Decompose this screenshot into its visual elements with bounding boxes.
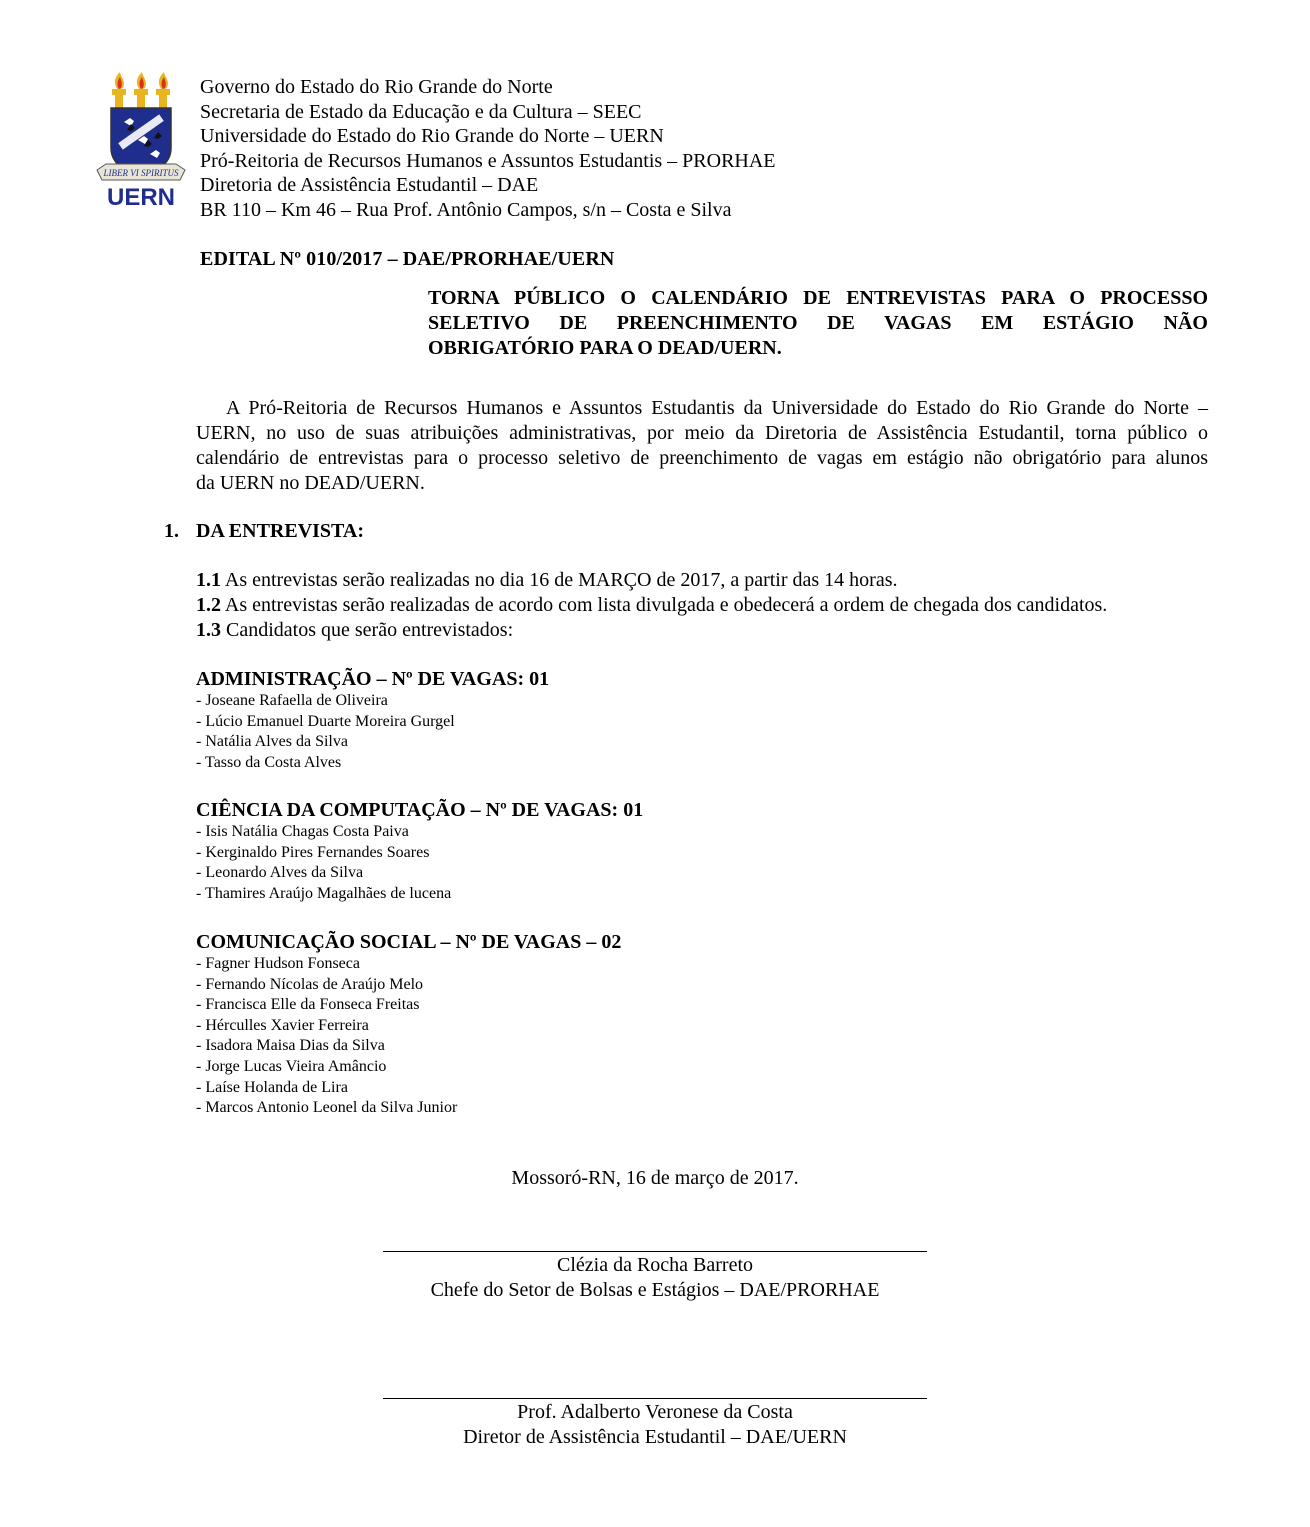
section-heading [164,520,364,543]
header-line-prorectorate: Pró-Reitoria de Recursos Humanos e Assuntos Estudantis – PRORHAE [200,149,776,172]
signatory-name: Clézia da Rocha Barreto [556,1254,754,1276]
header-line-government: Governo do Estado do Rio Grande do Norte [200,76,553,98]
candidate-item: - Leonardo Alves da Silva [196,864,364,882]
item-number: 1.2 [196,594,221,616]
candidate-item: - Isis Natália Chagas Costa Paiva [196,823,409,840]
intro-line: UERN, no uso de suas atribuições administrativas, por meio da Diretoria de Assistência Estudantil, torna público o [196,422,1208,444]
item-text: Candidatos que serão entrevistados: [221,619,514,641]
torch-right [156,72,170,109]
logo-motto: LIBER VI SPIRITUS [103,168,179,178]
place-date [0,1167,1310,1190]
candidate-item: - Natália Alves da Silva [196,733,348,751]
signature-line [383,1398,927,1399]
logo-wordmark: UERN [106,184,176,210]
edital-title: EDITAL Nº 010/2017 – DAE/PRORHAE/UERN [200,248,615,270]
uern-logo [94,70,188,210]
intro-line: da UERN no DEAD/UERN. [196,472,425,494]
candidate-item: - Jorge Lucas Vieira Amâncio [196,1057,387,1075]
candidate-item: - Isadora Maisa Dias da Silva [196,1037,385,1055]
section-number: 1. [164,520,179,542]
motto-ribbon [97,164,185,180]
summary-line: SELETIVO DE PREENCHIMENTO DE VAGAS EM ESTÁGIO NÃO [428,312,1208,334]
candidate-item: - Tasso da Costa Alves [196,753,342,771]
place-date-text: Mossoró-RN, 16 de março de 2017. [511,1167,799,1189]
candidate-list [196,691,549,773]
candidate-item: - Laíse Holanda de Lira [196,1078,348,1096]
header-line-university: Universidade do Estado do Rio Grande do Norte – UERN [200,125,664,148]
candidate-item: - Joseane Rafaella de Oliveira [196,692,388,709]
course-block-ciencia-computacao [196,798,643,904]
candidate-item: - Marcos Antonio Leonel da Silva Junior [196,1099,458,1117]
candidate-item: - Hérculles Xavier Ferreira [196,1016,369,1034]
candidate-item: - Fernando Nícolas de Araújo Melo [196,975,424,993]
item-text: As entrevistas serão realizadas no dia 16 de MARÇO de 2017, a partir das 14 horas. [221,569,898,591]
item-text: As entrevistas serão realizadas de acordo com lista divulgada e obedecerá a ordem de chegada dos candidatos. [221,594,1108,616]
signatory-role: Diretor de Assistência Estudantil – DAE/UERN [463,1425,847,1448]
candidate-item: - Fagner Hudson Fonseca [196,955,360,972]
section-items [196,568,1107,643]
course-title: CIÊNCIA DA COMPUTAÇÃO – Nº DE VAGAS: 01 [196,799,644,821]
intro-line: A Pró-Reitoria de Recursos Humanos e Assuntos Estudantis da Universidade do Estado do Rio Grande do Norte – [226,397,1208,419]
signature-line [383,1251,927,1252]
candidate-item: - Francisca Elle da Fonseca Freitas [196,996,420,1014]
candidate-list [196,954,621,1119]
signature-block [383,1398,927,1449]
candidate-item: - Thamires Araújo Magalhães de lucena [196,884,452,902]
section-item [196,593,1107,618]
section-item [196,568,1107,593]
header-line-address: BR 110 – Km 46 – Rua Prof. Antônio Campos, s/n – Costa e Silva [200,198,732,221]
section-title: DA ENTREVISTA: [196,520,364,542]
intro-paragraph [196,396,1208,496]
course-title: COMUNICAÇÃO SOCIAL – Nº DE VAGAS – 02 [196,931,622,953]
intro-line: calendário de entrevistas para o processo seletivo de preenchimento de vagas em estágio não obrigatório para alunos [196,447,1208,469]
candidate-list [196,822,643,904]
section-item [196,618,1107,643]
edital-summary [428,286,1208,361]
signature-block [383,1251,927,1302]
candidate-item: - Lúcio Emanuel Duarte Moreira Gurgel [196,712,455,730]
item-number: 1.3 [196,619,221,641]
summary-line: OBRIGATÓRIO PARA O DEAD/UERN. [428,337,782,359]
course-block-administracao [196,667,549,773]
institution-header [200,75,776,223]
item-number: 1.1 [196,569,221,591]
summary-line: TORNA PÚBLICO O CALENDÁRIO DE ENTREVISTAS PARA O PROCESSO [428,287,1208,309]
header-line-secretariat: Secretaria de Estado da Educação e da Cultura – SEEC [200,100,642,123]
header-line-directorate: Diretoria de Assistência Estudantil – DAE [200,174,539,197]
course-block-comunicacao-social [196,930,621,1119]
torch-left [112,72,126,109]
signatory-name: Prof. Adalberto Veronese da Costa [517,1401,793,1423]
torch-center [134,72,148,109]
course-title: ADMINISTRAÇÃO – Nº DE VAGAS: 01 [196,668,550,690]
candidate-item: - Kerginaldo Pires Fernandes Soares [196,843,430,861]
signatory-role: Chefe do Setor de Bolsas e Estágios – DAE/PRORHAE [430,1278,880,1301]
